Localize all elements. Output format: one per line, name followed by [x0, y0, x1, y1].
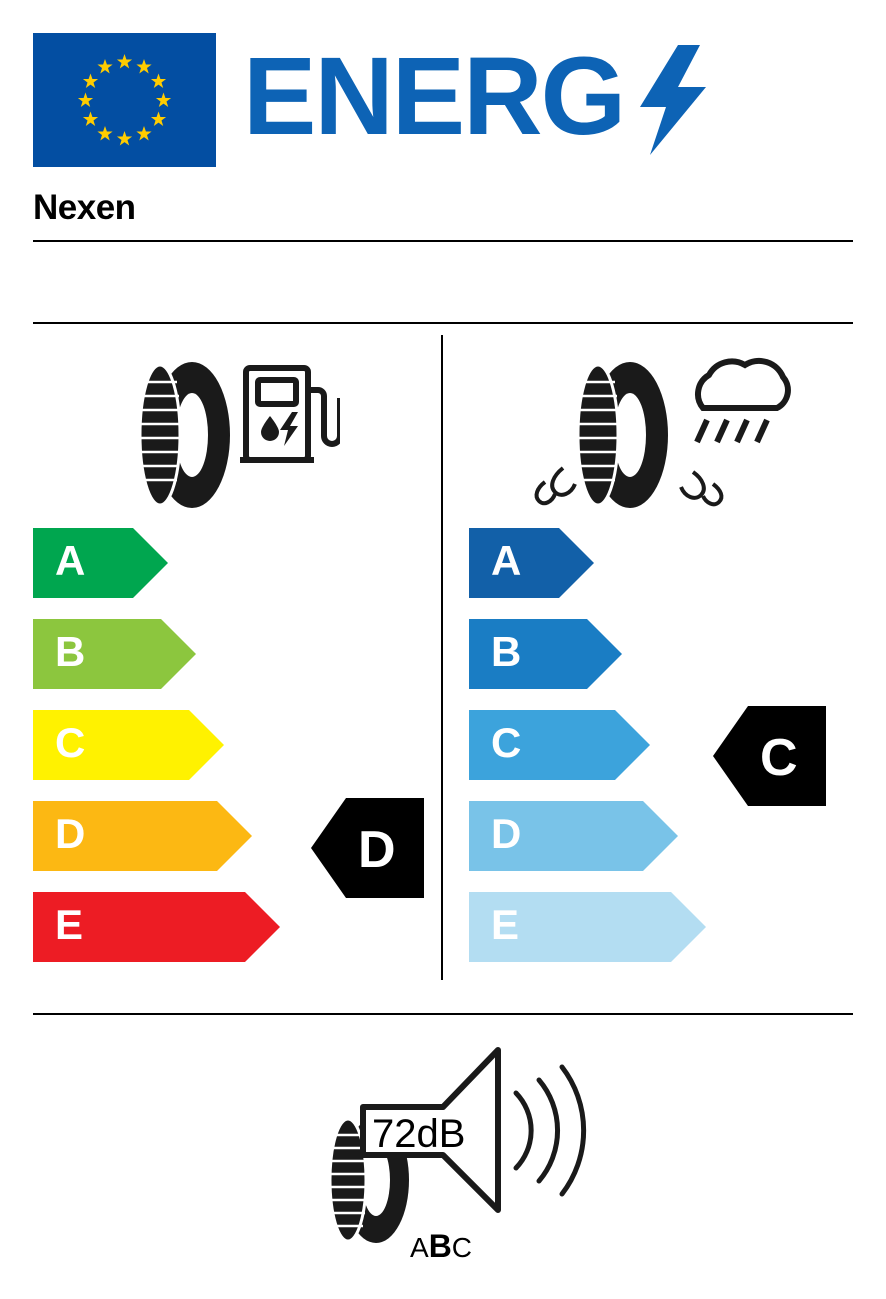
fuel-grade-A — [33, 528, 168, 598]
fuel-grade-C-label: C — [55, 719, 86, 766]
noise-class-b: B — [428, 1228, 452, 1264]
eu-stars-icon — [33, 33, 216, 167]
sound-waves-icon — [516, 1067, 584, 1194]
eu-flag — [33, 33, 216, 167]
noise-class-a: A — [410, 1232, 429, 1263]
divider-vertical — [441, 335, 443, 980]
fuel-grade-A-label: A — [55, 537, 86, 584]
tyre-icon — [578, 362, 668, 508]
tyre-icon — [140, 362, 230, 508]
fuel-pump-icon — [240, 368, 340, 460]
fuel-grade-D-label: D — [55, 810, 86, 857]
wet-grade-E-label: E — [491, 901, 520, 948]
fuel-efficiency-pictogram — [120, 350, 340, 515]
noise-class-row — [410, 1228, 472, 1265]
wet-grade-C-label: C — [491, 719, 522, 766]
rain-cloud-icon — [697, 361, 788, 442]
wet-grip-pictogram — [525, 350, 795, 515]
wet-grade-A — [469, 528, 594, 598]
fuel-grade-E-label: E — [55, 901, 84, 948]
brand-name: Nexen — [33, 188, 136, 227]
divider-top — [33, 240, 853, 242]
divider-section-bottom — [33, 1013, 853, 1015]
energ-title: ENERG — [243, 35, 625, 158]
lightning-bolt-icon — [638, 45, 708, 155]
wet-rating-letter: C — [760, 729, 798, 787]
fuel-rating-letter: D — [358, 821, 396, 879]
noise-db-value: 72dB — [372, 1112, 466, 1156]
wet-grade-D-label: D — [491, 810, 522, 857]
fuel-grade-B-label: B — [55, 628, 86, 675]
wet-grade-A-label: A — [491, 537, 522, 584]
divider-section-top — [33, 322, 853, 324]
noise-class-c: C — [451, 1232, 473, 1263]
wet-grade-B-label: B — [491, 628, 522, 675]
